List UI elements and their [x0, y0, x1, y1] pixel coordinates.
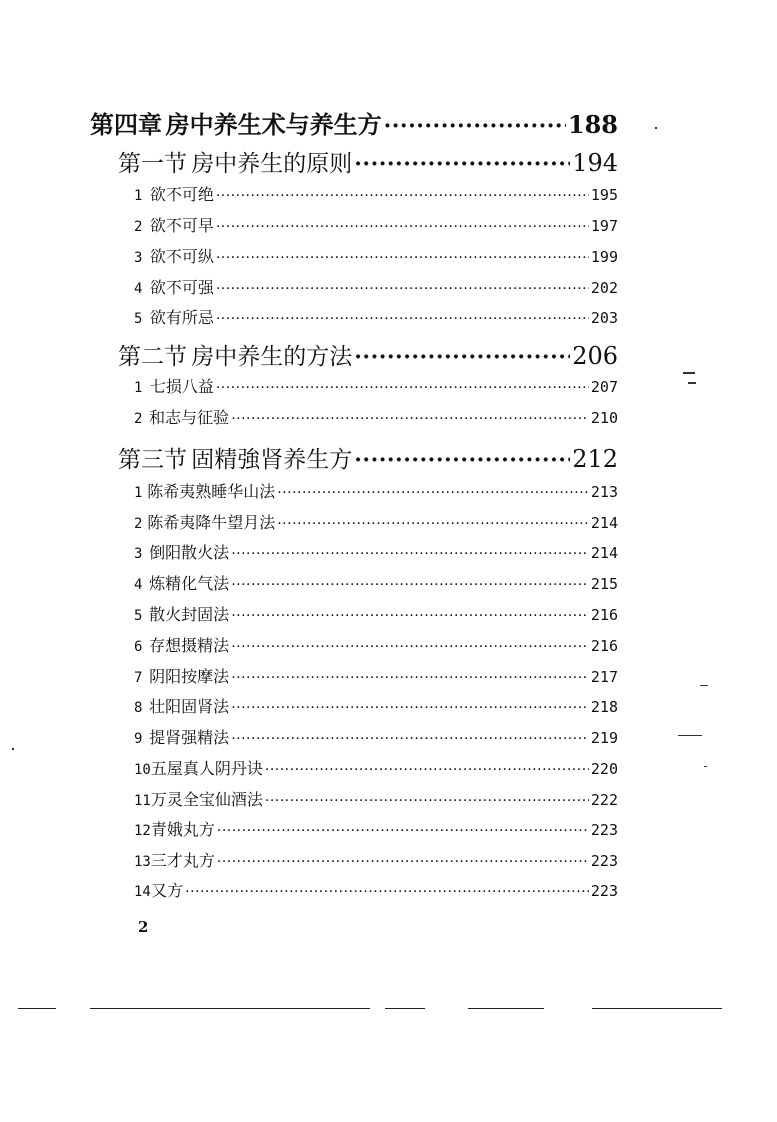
item-page-number: 214: [590, 544, 618, 562]
section-label: 第三节: [118, 447, 187, 473]
item-page-number: 223: [590, 821, 618, 839]
section-title: 房中养生的原则: [191, 151, 353, 177]
item-number: 1: [134, 485, 143, 501]
item-page-number: 197: [590, 217, 618, 235]
item-title: 阴阳按摩法: [149, 667, 230, 686]
scan-speck: [683, 372, 695, 374]
item-title: 提肾强精法: [149, 728, 230, 747]
item-number: 7: [134, 670, 143, 686]
item-title: 倒阳散火法: [149, 543, 230, 562]
item-number: 6: [134, 639, 143, 655]
item-number: 2: [134, 411, 143, 427]
dot-leader: [231, 731, 589, 747]
item-title: 万灵全宝仙酒法: [150, 790, 263, 809]
item-page-number: 218: [590, 698, 618, 716]
dot-leader: [216, 250, 589, 266]
toc-item: [134, 787, 618, 811]
item-number: 4: [134, 577, 143, 593]
item-number: 13: [134, 854, 151, 870]
toc-item: [134, 374, 618, 398]
dot-leader: [185, 884, 589, 900]
item-title: 炼精化气法: [149, 574, 230, 593]
dot-leader: [231, 670, 589, 686]
item-number: 3: [134, 546, 143, 562]
item-page-number: 195: [590, 186, 618, 204]
item-page-number: 214: [590, 514, 618, 532]
dot-leader: [277, 485, 589, 501]
toc-item: [134, 540, 618, 564]
section-page-number: 206: [572, 342, 618, 370]
item-page-number: 202: [590, 279, 618, 297]
toc-item: [134, 510, 618, 534]
item-number: 3: [134, 250, 143, 266]
item-title: 和志与征验: [149, 408, 230, 427]
scan-rule: [385, 1008, 425, 1009]
item-title: 青娥丸方: [150, 820, 215, 839]
dot-leader: [216, 281, 589, 297]
dot-leader: [231, 577, 589, 593]
section-label: 第一节: [118, 151, 187, 177]
dot-leader: [216, 219, 589, 235]
scan-speck: [655, 127, 657, 129]
item-page-number: 210: [590, 409, 618, 427]
item-title: 欲不可纵: [149, 247, 214, 266]
section-label: 第二节: [118, 344, 187, 370]
scan-rule: [468, 1008, 544, 1009]
toc-item: [134, 725, 618, 749]
toc-item: [134, 571, 618, 595]
toc-item: [134, 817, 618, 841]
toc-item: [134, 244, 618, 268]
dot-leader: [354, 447, 570, 473]
page-number: 2: [138, 918, 149, 936]
item-title: 壮阳固肾法: [149, 697, 230, 716]
toc-item: [134, 182, 618, 206]
toc-item: [134, 405, 618, 429]
item-number: 12: [134, 823, 151, 839]
scan-rule: [18, 1008, 56, 1009]
toc-item: [134, 602, 618, 626]
item-page-number: 216: [590, 637, 618, 655]
item-title: 五屋真人阴丹诀: [150, 759, 263, 778]
item-title: 散火封固法: [149, 605, 230, 624]
dot-leader: [231, 700, 589, 716]
item-number: 5: [134, 608, 143, 624]
item-number: 5: [134, 311, 143, 327]
dot-leader: [265, 762, 589, 778]
scan-speck: [688, 382, 696, 384]
dot-leader: [216, 311, 589, 327]
section-page-number: 212: [572, 445, 618, 473]
dot-leader: [231, 411, 589, 427]
dot-leader: [354, 151, 570, 177]
item-title: 欲有所忌: [149, 308, 214, 327]
item-title: 欲不可绝: [149, 185, 214, 204]
toc-item: [134, 633, 618, 657]
scan-speck: [678, 735, 702, 736]
section-page-number: 194: [572, 149, 618, 177]
chapter-page-number: 188: [567, 110, 618, 139]
dot-leader: [354, 344, 570, 370]
dot-leader: [216, 188, 589, 204]
item-number: 9: [134, 731, 143, 747]
item-number: 1: [134, 380, 143, 396]
chapter-heading: [90, 105, 618, 139]
item-page-number: 217: [590, 668, 618, 686]
item-page-number: 199: [590, 248, 618, 266]
section-title: 房中养生的方法: [191, 344, 353, 370]
item-title: 七损八益: [149, 377, 214, 396]
item-page-number: 222: [590, 791, 618, 809]
scan-speck: [12, 748, 14, 750]
chapter-label: 第四章: [90, 110, 162, 139]
item-title: 又方: [151, 881, 184, 900]
dot-leader: [231, 639, 589, 655]
section-title: 固精強肾养生方: [191, 447, 353, 473]
dot-leader: [216, 380, 589, 396]
section-heading: [118, 338, 618, 370]
item-number: 14: [134, 884, 151, 900]
item-number: 1: [134, 188, 143, 204]
item-number: 2: [134, 516, 143, 532]
item-title: 欲不可早: [149, 216, 214, 235]
scan-speck: [700, 685, 708, 686]
item-title: 存想摄精法: [149, 636, 230, 655]
toc-item: [134, 878, 618, 902]
item-number: 11: [134, 793, 151, 809]
item-page-number: 220: [590, 760, 618, 778]
scan-rule: [592, 1008, 722, 1009]
item-number: 2: [134, 219, 143, 235]
toc-item: [134, 305, 618, 329]
dot-leader: [217, 823, 589, 839]
dot-leader: [217, 854, 589, 870]
item-title: 陈希夷熟睡华山法: [147, 482, 276, 501]
item-page-number: 223: [590, 852, 618, 870]
item-number: 8: [134, 700, 143, 716]
toc-item: [134, 275, 618, 299]
section-heading: [118, 441, 618, 473]
dot-leader: [231, 546, 589, 562]
item-number: 4: [134, 281, 143, 297]
item-title: 陈希夷降牛望月法: [147, 513, 276, 532]
scan-rule: [90, 1008, 370, 1009]
dot-leader: [265, 793, 589, 809]
dot-leader: [277, 516, 589, 532]
toc-item: [134, 664, 618, 688]
item-page-number: 219: [590, 729, 618, 747]
toc-item: [134, 213, 618, 237]
item-page-number: 216: [590, 606, 618, 624]
toc-item: [134, 848, 618, 872]
toc-item: [134, 479, 618, 503]
toc-item: [134, 756, 618, 780]
item-page-number: 203: [590, 309, 618, 327]
dot-leader: [231, 608, 589, 624]
item-number: 10: [134, 762, 151, 778]
chapter-title: 房中养生术与养生方: [165, 111, 382, 139]
scan-speck: [704, 766, 707, 767]
section-heading: [118, 145, 618, 177]
item-page-number: 213: [590, 483, 618, 501]
item-page-number: 215: [590, 575, 618, 593]
item-page-number: 223: [590, 882, 618, 900]
item-title: 欲不可强: [149, 278, 214, 297]
item-page-number: 207: [590, 378, 618, 396]
item-title: 三才丸方: [150, 851, 215, 870]
toc-item: [134, 694, 618, 718]
dot-leader: [384, 113, 566, 139]
